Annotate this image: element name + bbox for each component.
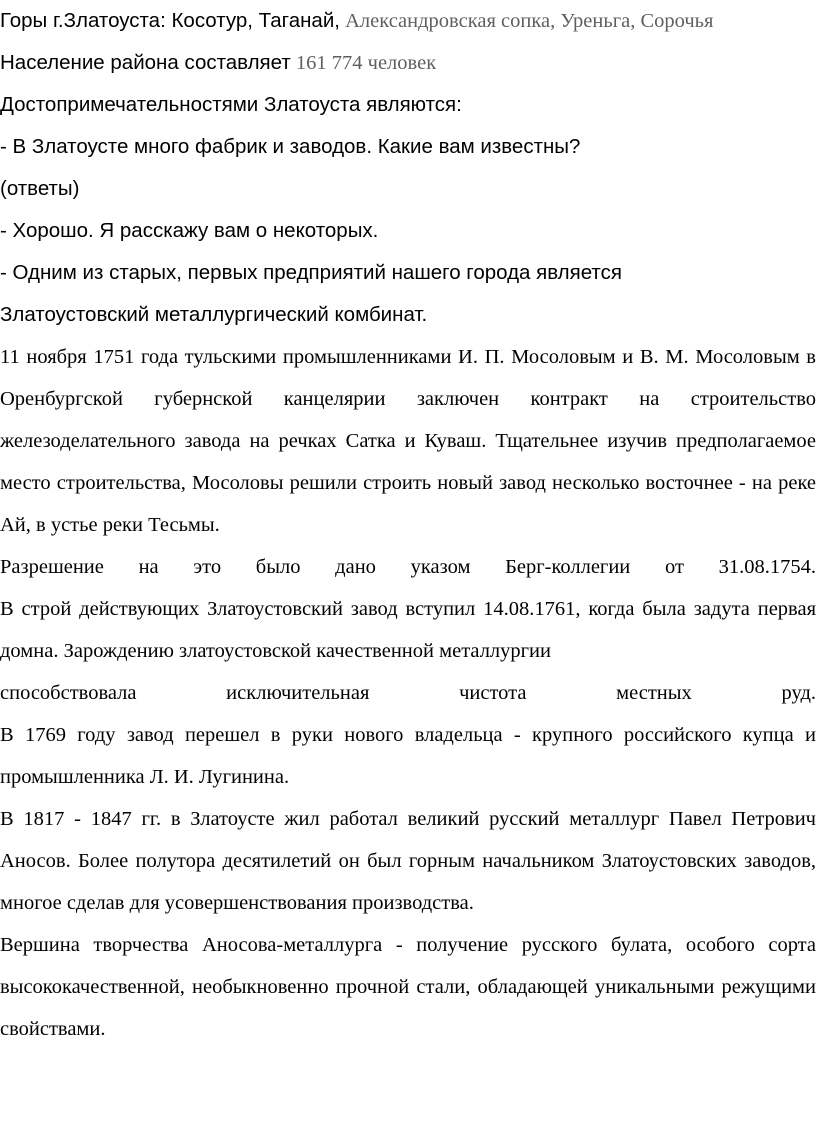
history-paragraph-6: Вершина творчества Аносова-металлурга - получение русского булата, особого сорта высококачественной, необыкновенно прочной стали, обладающей уникальными режущими свойствами. — [0, 934, 816, 1040]
history-paragraph-3a: В строй действующих Златоустовский завод вступил 14.08.1761, когда была задута первая домна. Зарождению златоустовской качественной металлургии — [0, 598, 816, 662]
history-paragraph-3b: способствовала исключительная чистота местных руд. — [0, 682, 816, 704]
population-line — [0, 42, 816, 84]
mountains-line — [0, 0, 816, 42]
mountains-list: Александровская сопка, Уреньга, Сорочья — [345, 10, 714, 32]
dialog-line-3: - Хорошо. Я расскажу вам о некоторых. — [0, 219, 379, 242]
dialog-line-1: - В Златоусте много фабрик и заводов. Какие вам известны? — [0, 135, 581, 158]
mountains-lead: Горы г.Златоуста: Косотур, Таганай, — [0, 9, 340, 32]
history-paragraph-2: Разрешение на это было дано указом Берг-коллегии от 31.08.1754. — [0, 556, 816, 578]
dialog-line-4: - Одним из старых, первых предприятий нашего города является — [0, 261, 622, 284]
history-paragraph-1: 11 ноября 1751 года тульскими промышленниками И. П. Мосоловым и В. М. Мосоловым в Оренбургской губернской канцелярии заключен контракт на строительство железоделательного завода на речках Сатка и Куваш. Тщательнее изучив предполагаемое место строительства, Мосоловы решили строить новый завод несколько восточнее - на реке Ай, в устье реки Тесьмы. — [0, 346, 816, 536]
population-lead: Население района составляет — [0, 51, 291, 74]
sights-heading: Достопримечательностями Златоуста являются: — [0, 93, 462, 116]
dialog-line-5: Златоустовский металлургический комбинат. — [0, 303, 428, 326]
dialog-line-2: (ответы) — [0, 177, 80, 200]
history-paragraph-5: В 1817 - 1847 гг. в Златоусте жил работал великий русский металлург Павел Петрович Аносов. Более полутора десятилетий он был горным начальником Златоустовских заводов, многое сделав для усовершенствования производства. — [0, 808, 816, 914]
population-value: 161 774 человек — [295, 52, 437, 74]
history-paragraph-4: В 1769 году завод перешел в руки нового владельца - крупного российского купца и промышленника Л. И. Лугинина. — [0, 724, 816, 788]
